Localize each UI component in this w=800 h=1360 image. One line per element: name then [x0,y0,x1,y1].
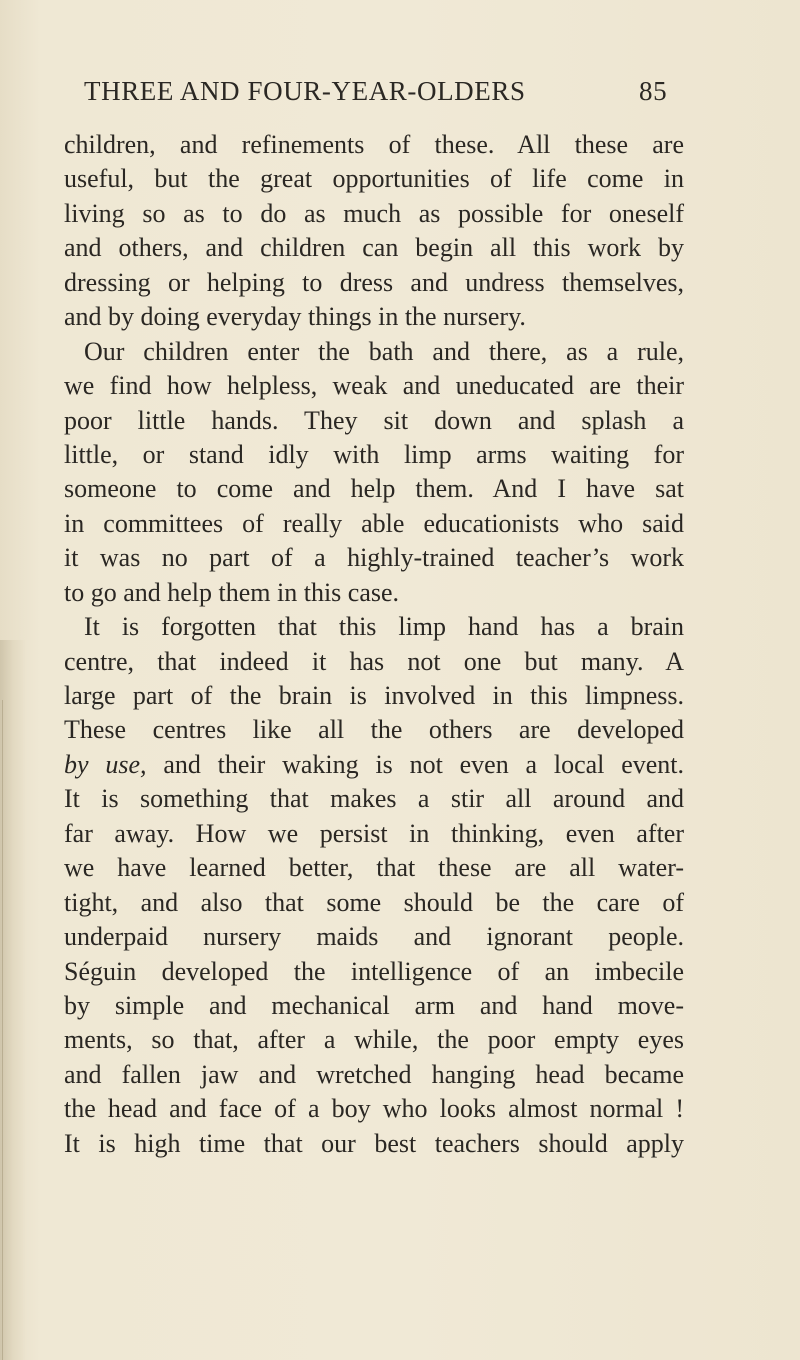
running-header [84,76,684,107]
text-line: far away. How we persist in thinking, even after [64,818,684,848]
text-line: the head and face of a boy who looks almost normal ! [64,1094,684,1124]
text-fragment: and their waking is not even a local event. [146,749,684,779]
paragraph-first-line: It is forgotten that this limp hand has a brain [84,612,684,642]
text-line: large part of the brain is involved in this limpness. [64,681,684,710]
text-line: dressing or helping to dress and undress themselves, [64,267,684,297]
binding-edge [2,700,3,1360]
text-line: someone to come and help them. And I have sat [64,474,684,504]
text-line: and others, and children can begin all this work by [64,233,684,263]
body-text [64,128,684,1161]
text-line: It is high time that our best teachers should apply [64,1128,684,1158]
text-line: underpaid nursery maids and ignorant people. [64,922,684,952]
text-line: It is something that makes a stir all around and [64,784,684,814]
text-line: and by doing everyday things in the nursery. [64,302,526,332]
text-line: living so as to do as much as possible for oneself [64,198,684,228]
text-line: tight, and also that some should be the care of [64,887,684,917]
text-line: in committees of really able educationists who said [64,508,684,538]
text-line: we have learned better, that these are all water- [64,853,684,883]
text-line: children, and refinements of these. All these are [64,130,684,159]
text-line: to go and help them in this case. [64,577,400,607]
binding-shadow [0,640,26,1360]
text-line [64,748,684,782]
page-number: 85 [639,76,668,106]
text-line: These centres like all the others are developed [64,715,684,745]
text-line: centre, that indeed it has not one but many. A [64,646,684,676]
text-line: useful, but the great opportunities of life come in [64,164,684,194]
text-line: and fallen jaw and wretched hanging head became [64,1059,684,1089]
text-line: Séguin developed the intelligence of an imbecile [64,956,684,986]
text-line: ments, so that, after a while, the poor empty eyes [64,1025,684,1055]
text-line: little, or stand idly with limp arms waiting for [64,439,684,469]
text-line: by simple and mechanical arm and hand move- [64,990,684,1020]
emphasis-text: by use, [64,749,147,779]
running-title: THREE AND FOUR-YEAR-OLDERS [84,76,526,106]
text-line: it was no part of a highly-trained teacher’s work [64,543,684,573]
text-line: poor little hands. They sit down and splash a [64,405,684,435]
text-line: we find how helpless, weak and uneducated are their [64,371,684,401]
paragraph-first-line: Our children enter the bath and there, as a rule, [84,336,684,366]
